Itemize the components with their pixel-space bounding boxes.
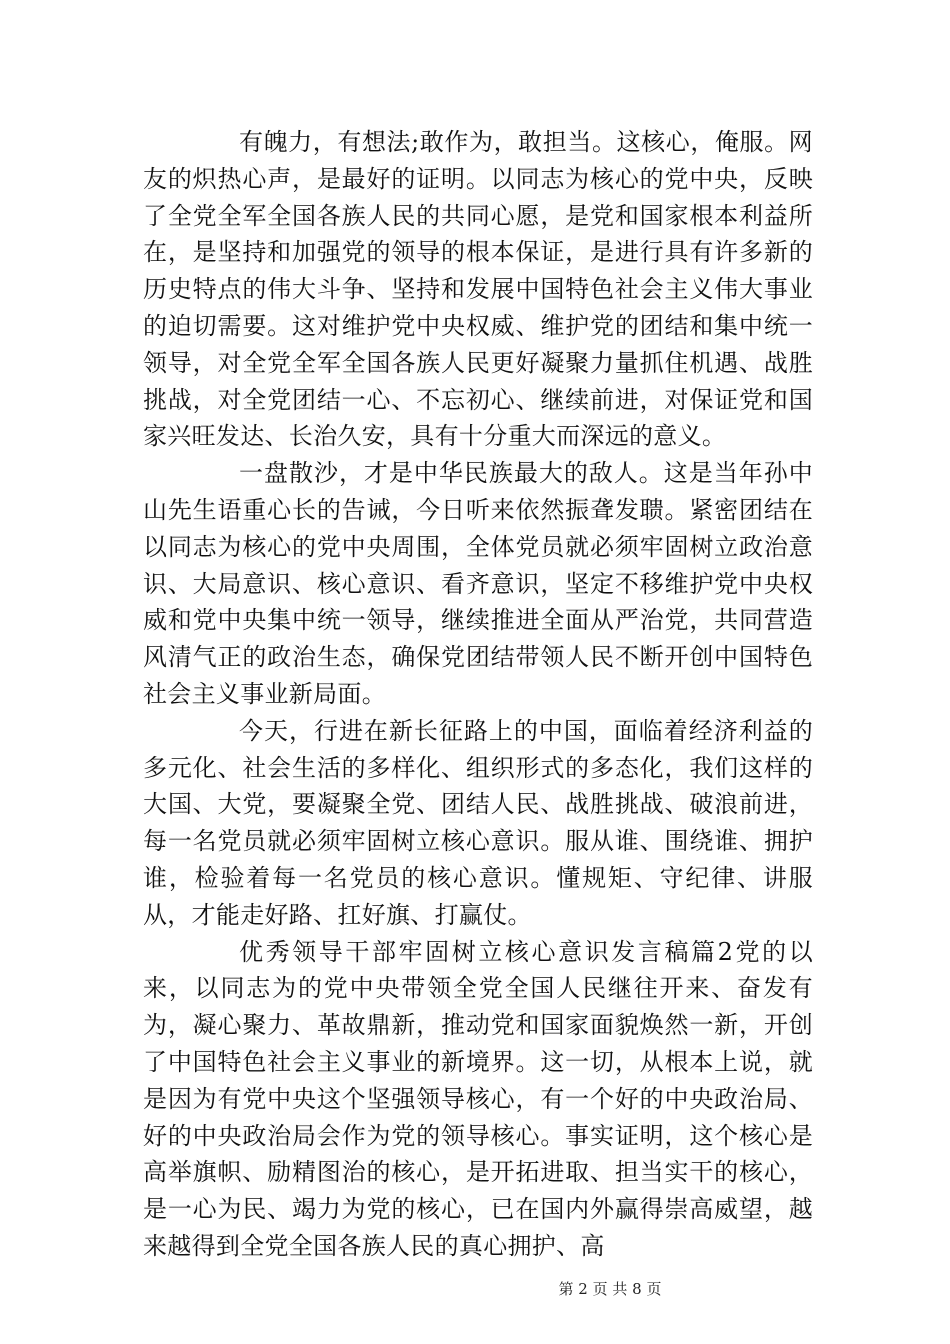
page-number-footer: 第 2 页 共 8 页: [558, 1280, 662, 1298]
paragraph-1: 有魄力，有想法;敢作为，敢担当。这核心，俺服。网友的炽热心声，是最好的证明。以同志为核心的党中央，反映了全党全军全国各族人民的共同心愿，是党和国家根本利益所在，是坚持和加强党的领导的根本保证，是进行具有许多新的历史特点的伟大斗争、坚持和发展中国特色社会主义伟大事业的迫切需要。这对维护党中央权威、维护党的团结和集中统一领导，对全党全军全国各族人民更好凝聚力量抓住机遇、战胜挑战，对全党团结一心、不忘初心、继续前进，对保证党和国家兴旺发达、长治久安，具有十分重大而深远的意义。: [143, 128, 813, 451]
paragraph-4: 优秀领导干部牢固树立核心意识发言稿篇2党的以来，以同志为的党中央带领全党全国人民继往开来、奋发有为，凝心聚力、革故鼎新，推动党和国家面貌焕然一新，开创了中国特色社会主义事业的新境界。这一切，从根本上说，就是因为有党中央这个坚强领导核心，有一个好的中央政治局、好的中央政治局会作为党的领导核心。事实证明，这个核心是高举旗帜、励精图治的核心，是开拓进取、担当实干的核心，是一心为民、竭力为党的核心，已在国内外赢得崇高威望，越来越得到全党全国各族人民的真心拥护、高: [143, 937, 813, 1260]
paragraph-3: 今天，行进在新长征路上的中国，面临着经济利益的多元化、社会生活的多样化、组织形式的多态化，我们这样的大国、大党，要凝聚全党、团结人民、战胜挑战、破浪前进，每一名党员就必须牢固树立核心意识。服从谁、围绕谁、拥护谁，检验着每一名党员的核心意识。懂规矩、守纪律、讲服从，才能走好路、扛好旗、打赢仗。: [143, 716, 813, 929]
paragraph-2: 一盘散沙，才是中华民族最大的敌人。这是当年孙中山先生语重心长的告诫，今日听来依然振聋发聩。紧密团结在以同志为核心的党中央周围，全体党员就必须牢固树立政治意识、大局意识、核心意识、看齐意识，坚定不移维护党中央权威和党中央集中统一领导，继续推进全面从严治党，共同营造风清气正的政治生态，确保党团结带领人民不断开创中国特色社会主义事业新局面。: [143, 459, 813, 708]
document-body: [143, 124, 813, 1265]
